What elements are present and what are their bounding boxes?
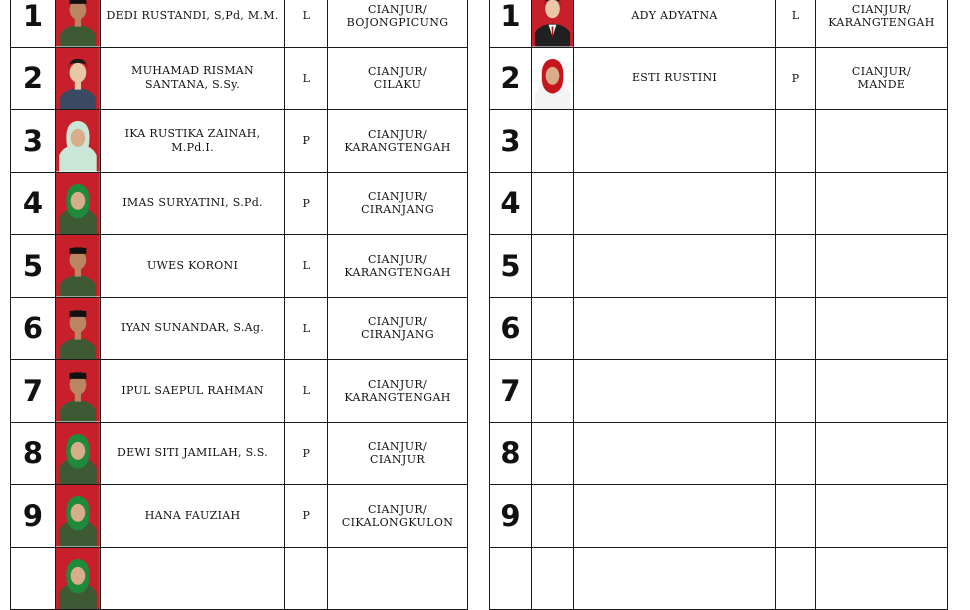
candidate-row — [490, 235, 948, 298]
candidate-region — [328, 547, 468, 610]
candidate-number: 8 — [11, 422, 56, 485]
candidate-row — [490, 47, 948, 110]
candidate-sex: P — [285, 422, 328, 485]
candidate-region — [816, 422, 948, 485]
candidate-photo — [532, 0, 574, 47]
female-candidate-photo-icon — [532, 48, 573, 110]
candidate-photo-empty — [532, 422, 574, 485]
male-candidate-photo-icon — [56, 0, 100, 47]
candidate-row — [11, 172, 468, 235]
female-candidate-photo-icon — [56, 110, 100, 172]
candidate-sex: L — [285, 47, 328, 110]
candidate-name: DEWI SITI JAMILAH, S.S. — [100, 422, 285, 485]
male-candidate-photo-icon — [56, 48, 100, 110]
candidate-sex: P — [285, 485, 328, 548]
candidate-sex — [776, 360, 816, 423]
candidate-sex — [776, 235, 816, 298]
candidate-sex — [776, 172, 816, 235]
candidate-name — [574, 547, 776, 610]
male-candidate-photo-icon — [56, 298, 100, 360]
candidate-photo — [55, 110, 100, 173]
candidate-region — [816, 110, 948, 173]
candidate-sex — [776, 485, 816, 548]
candidate-row — [11, 485, 468, 548]
candidate-region — [816, 297, 948, 360]
candidate-sex — [776, 297, 816, 360]
candidate-sex: P — [285, 110, 328, 173]
candidate-photo — [532, 47, 574, 110]
candidate-region: CIANJUR/ KARANGTENGAH — [328, 235, 468, 298]
candidate-region: CIANJUR/ KARANGTENGAH — [328, 110, 468, 173]
candidate-row — [490, 0, 948, 47]
candidate-region: CIANJUR/ KARANGTENGAH — [328, 360, 468, 423]
female-candidate-photo-icon — [56, 423, 100, 485]
candidate-region — [816, 172, 948, 235]
candidate-row — [11, 360, 468, 423]
candidate-number: 7 — [11, 360, 56, 423]
candidate-row — [11, 110, 468, 173]
candidate-region: CIANJUR/ CIRANJANG — [328, 172, 468, 235]
candidate-name — [574, 172, 776, 235]
candidate-row — [490, 485, 948, 548]
candidate-name — [574, 360, 776, 423]
candidate-name: HANA FAUZIAH — [100, 485, 285, 548]
candidate-number: 6 — [490, 297, 532, 360]
female-candidate-photo-icon — [56, 548, 100, 610]
candidate-photo — [55, 485, 100, 548]
candidate-name — [574, 110, 776, 173]
candidate-sex — [776, 547, 816, 610]
candidate-photo — [55, 547, 100, 610]
candidate-region: CIANJUR/ CIANJUR — [328, 422, 468, 485]
candidate-name: IYAN SUNANDAR, S.Ag. — [100, 297, 285, 360]
candidate-region — [816, 235, 948, 298]
candidate-region: CIANJUR/ CIRANJANG — [328, 297, 468, 360]
candidate-name — [574, 485, 776, 548]
candidate-row — [490, 297, 948, 360]
candidate-number: 4 — [11, 172, 56, 235]
candidate-row — [490, 422, 948, 485]
candidate-row — [11, 235, 468, 298]
candidate-region — [816, 547, 948, 610]
candidate-sex: L — [285, 360, 328, 423]
candidate-row — [490, 110, 948, 173]
candidate-name — [100, 547, 285, 610]
candidate-name: IMAS SURYATINI, S.Pd. — [100, 172, 285, 235]
candidate-sex: L — [285, 297, 328, 360]
candidate-sex — [776, 110, 816, 173]
candidate-region: CIANJUR/ CIKALONGKULON — [328, 485, 468, 548]
candidate-name: IPUL SAEPUL RAHMAN — [100, 360, 285, 423]
candidate-number: 3 — [11, 110, 56, 173]
candidate-name: UWES KORONI — [100, 235, 285, 298]
candidate-sex: P — [285, 172, 328, 235]
candidate-name: DEDI RUSTANDI, S,Pd, M.M. — [100, 0, 285, 47]
candidate-name: IKA RUSTIKA ZAINAH, M.Pd.I. — [100, 110, 285, 173]
candidate-sex: L — [776, 0, 816, 47]
candidate-name: MUHAMAD RISMAN SANTANA, S.Sy. — [100, 47, 285, 110]
candidate-region: CIANJUR/ MANDE — [816, 47, 948, 110]
candidate-row — [11, 47, 468, 110]
candidate-row — [490, 360, 948, 423]
candidate-number: 7 — [490, 360, 532, 423]
female-candidate-photo-icon — [56, 173, 100, 235]
candidate-photo — [55, 172, 100, 235]
candidate-number — [490, 547, 532, 610]
candidate-sex: P — [776, 47, 816, 110]
candidate-photo-empty — [532, 172, 574, 235]
candidate-name — [574, 235, 776, 298]
candidate-sex: L — [285, 0, 328, 47]
candidate-number: 8 — [490, 422, 532, 485]
candidate-sex — [285, 547, 328, 610]
candidate-row — [490, 172, 948, 235]
candidate-photo-empty — [532, 547, 574, 610]
candidate-photo-empty — [532, 485, 574, 548]
candidate-photo-empty — [532, 297, 574, 360]
candidate-number: 5 — [11, 235, 56, 298]
candidate-region — [816, 485, 948, 548]
candidate-row — [490, 547, 948, 610]
candidate-row — [11, 422, 468, 485]
left-candidate-list — [10, 0, 468, 610]
candidate-number — [11, 547, 56, 610]
candidate-photo-empty — [532, 360, 574, 423]
candidate-photo-empty — [532, 110, 574, 173]
candidate-name: ADY ADYATNA — [574, 0, 776, 47]
male-candidate-photo-icon — [56, 360, 100, 422]
candidate-number: 1 — [11, 0, 56, 47]
candidate-row — [11, 297, 468, 360]
candidate-region — [816, 360, 948, 423]
candidate-number: 1 — [490, 0, 532, 47]
candidate-region: CIANJUR/ BOJONGPICUNG — [328, 0, 468, 47]
candidate-number: 9 — [11, 485, 56, 548]
candidate-sex — [776, 422, 816, 485]
candidate-name — [574, 297, 776, 360]
candidate-number: 3 — [490, 110, 532, 173]
candidate-region: CIANJUR/ KARANGTENGAH — [816, 0, 948, 47]
candidate-sex: L — [285, 235, 328, 298]
candidate-region: CIANJUR/ CILAKU — [328, 47, 468, 110]
candidate-number: 9 — [490, 485, 532, 548]
candidate-row — [11, 0, 468, 47]
candidate-row — [11, 547, 468, 610]
candidate-photo — [55, 0, 100, 47]
female-candidate-photo-icon — [56, 485, 100, 547]
candidate-photo — [55, 360, 100, 423]
candidate-number: 4 — [490, 172, 532, 235]
male-candidate-photo-icon — [532, 0, 573, 47]
candidate-photo — [55, 422, 100, 485]
candidate-number: 2 — [490, 47, 532, 110]
right-candidate-list — [489, 0, 948, 610]
candidate-number: 5 — [490, 235, 532, 298]
candidate-number: 6 — [11, 297, 56, 360]
candidate-name — [574, 422, 776, 485]
candidate-name: ESTI RUSTINI — [574, 47, 776, 110]
candidate-photo-empty — [532, 235, 574, 298]
candidate-photo — [55, 47, 100, 110]
candidate-number: 2 — [11, 47, 56, 110]
candidate-photo — [55, 297, 100, 360]
candidate-photo — [55, 235, 100, 298]
male-candidate-photo-icon — [56, 235, 100, 297]
